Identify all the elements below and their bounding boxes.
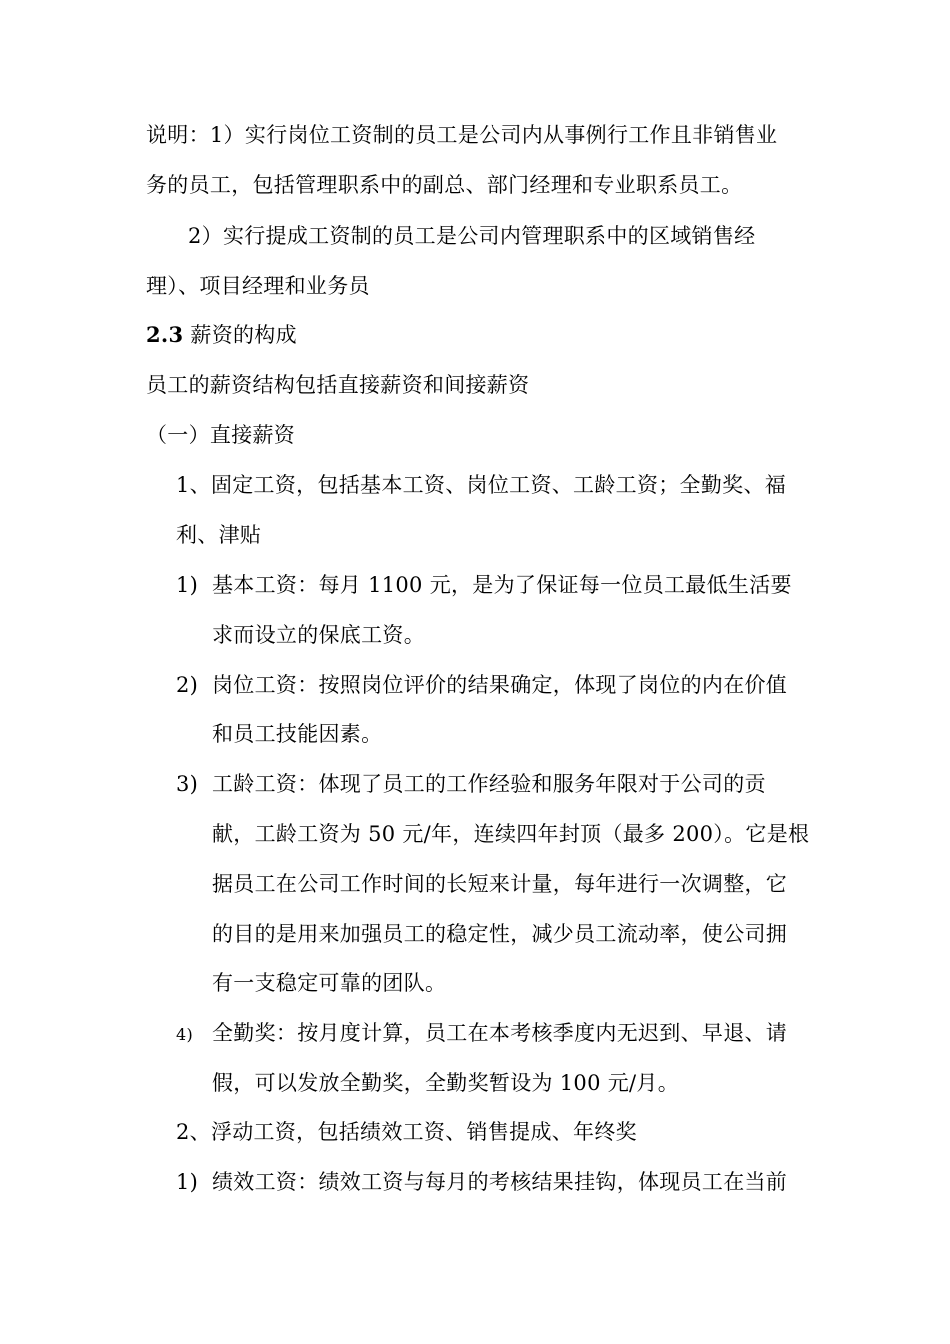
note-line-3: 2）实行提成工资制的员工是公司内管理职系中的区域销售经	[188, 224, 756, 248]
list-item-seniority-cont-1: 献，工龄工资为 50 元/年，连续四年封顶（最多 200）。它是根	[212, 822, 810, 846]
item-1-line-1: 1、固定工资，包括基本工资、岗位工资、工龄工资；全勤奖、福	[176, 473, 787, 497]
list-text: 全勤奖：按月度计算，员工在本考核季度内无迟到、早退、请	[212, 1021, 788, 1045]
list-item-performance-salary	[176, 1168, 787, 1196]
list-item-attendance-cont: 假，可以发放全勤奖，全勤奖暂设为 100 元/月。	[212, 1071, 680, 1095]
list-item-position-salary-cont: 和员工技能因素。	[212, 722, 383, 746]
list-item-base-salary-cont: 求而设立的保底工资。	[212, 623, 425, 647]
list-text: 工龄工资：体现了员工的工作经验和服务年限对于公司的贡	[212, 772, 766, 796]
list-item-seniority-cont-4: 有一支稳定可靠的团队。	[212, 971, 447, 995]
list-number: 1)	[176, 1170, 199, 1194]
list-number: 3)	[176, 772, 199, 796]
list-text: 基本工资：每月 1100 元，是为了保证每一位员工最低生活要	[212, 573, 792, 597]
list-item-seniority-cont-2: 据员工在公司工作时间的长短来计量，每年进行一次调整，它	[212, 872, 788, 896]
list-number: 1)	[176, 573, 199, 597]
intro-paragraph: 员工的薪资结构包括直接薪资和间接薪资	[146, 373, 530, 397]
section-title: 薪资的构成	[183, 323, 297, 347]
section-heading	[146, 321, 297, 349]
list-number: 2)	[176, 673, 199, 697]
note-line-2: 务的员工，包括管理职系中的副总、部门经理和专业职系员工。	[146, 173, 743, 197]
list-item-attendance-bonus	[176, 1019, 787, 1049]
list-number: 4)	[176, 1025, 194, 1044]
list-text: 绩效工资：绩效工资与每月的考核结果挂钩，体现员工在当前	[212, 1170, 788, 1194]
list-item-seniority-cont-3: 的目的是用来加强员工的稳定性，减少员工流动率，使公司拥	[212, 922, 788, 946]
list-item-position-salary	[176, 671, 787, 699]
list-item-seniority-salary	[176, 770, 766, 798]
section-number: 2.3	[146, 322, 184, 347]
item-2-line-1: 2、浮动工资，包括绩效工资、销售提成、年终奖	[176, 1120, 637, 1144]
list-item-base-salary	[176, 571, 792, 599]
subheading-direct-salary: （一）直接薪资	[146, 423, 296, 447]
item-1-line-2: 利、津贴	[176, 523, 262, 547]
note-line-1: 说明：1）实行岗位工资制的员工是公司内从事例行工作且非销售业	[146, 123, 778, 147]
note-line-4: 理）、项目经理和业务员	[146, 274, 370, 298]
list-text: 岗位工资：按照岗位评价的结果确定，体现了岗位的内在价值	[212, 673, 788, 697]
